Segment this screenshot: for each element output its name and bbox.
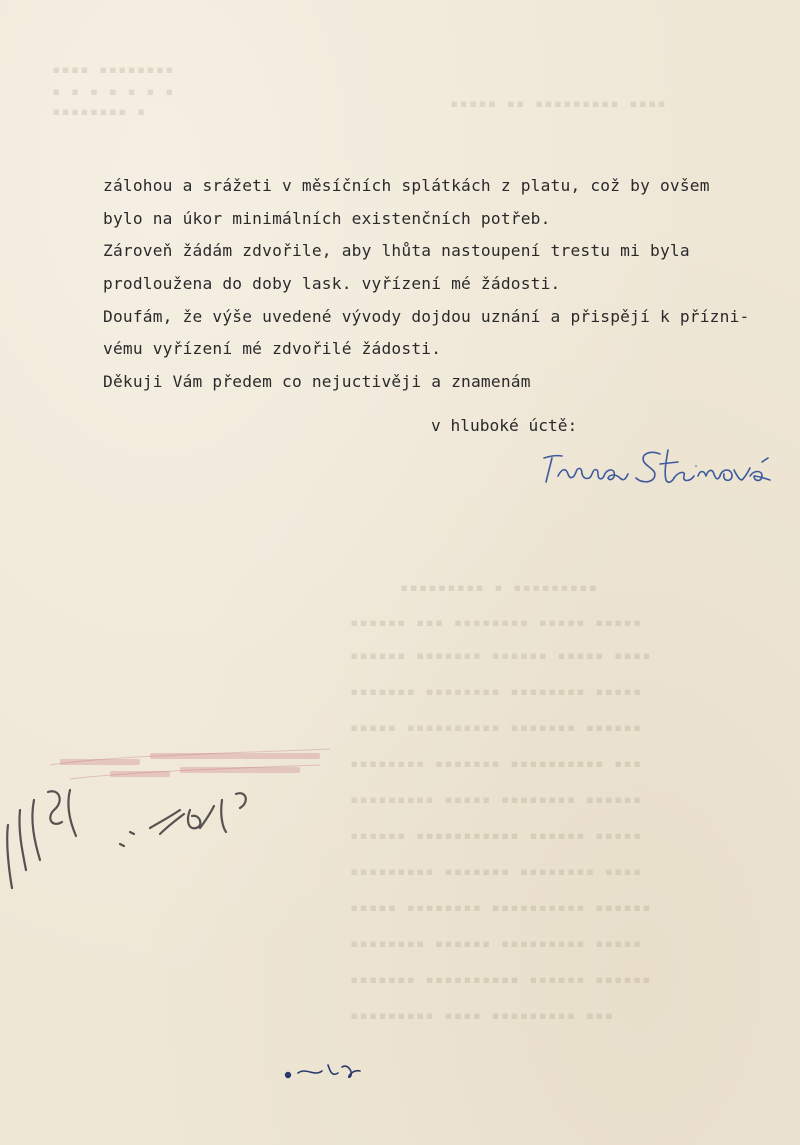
body-line: prodloužena do doby lask. vyřízení mé žádosti. xyxy=(103,274,561,294)
bleed-through-text: ▪ ▪ ▪ ▪ ▪ ▪ ▪ xyxy=(52,84,175,100)
pencil-annotation xyxy=(0,770,260,910)
bleed-through-text: ▪▪▪▪▪ ▪▪▪▪▪▪▪▪▪▪ ▪▪▪▪▪▪▪ ▪▪▪▪▪▪ xyxy=(350,720,643,736)
bleed-through-text: ▪▪▪▪▪▪ ▪▪▪ ▪▪▪▪▪▪▪▪ ▪▪▪▪▪ ▪▪▪▪▪ xyxy=(350,615,643,631)
bleed-through-text: ▪▪▪▪▪▪▪▪▪ ▪▪▪▪ ▪▪▪▪▪▪▪▪▪ ▪▪▪ xyxy=(350,1008,615,1024)
bleed-through-text: ▪▪▪▪▪ ▪▪ ▪▪▪▪▪▪▪▪▪ ▪▪▪▪ xyxy=(450,96,667,112)
bleed-through-text: ▪▪▪▪▪▪▪ ▪▪▪▪▪▪▪▪ ▪▪▪▪▪▪▪▪ ▪▪▪▪▪ xyxy=(350,684,643,700)
body-line: Děkuji Vám předem co nejuctivěji a znamenám xyxy=(103,372,531,392)
bleed-through-text: ▪▪▪▪▪▪ ▪▪▪▪▪▪▪▪▪▪▪ ▪▪▪▪▪▪ ▪▪▪▪▪ xyxy=(350,828,643,844)
body-line: Doufám, že výše uvedené vývody dojdou uznání a přispějí k přízni- xyxy=(103,306,750,326)
bleed-through-text: ▪▪▪▪▪▪▪▪ ▪ xyxy=(52,104,147,120)
body-line: zálohou a srážeti v měsíčních splátkách z platu, což by ovšem xyxy=(103,176,710,195)
bleed-through-text: ▪▪▪▪▪▪▪▪ ▪▪▪▪▪▪▪ ▪▪▪▪▪▪▪▪▪▪ ▪▪▪ xyxy=(350,756,643,772)
body-line: Zároveň žádám zdvořile, aby lhůta nastoupení trestu mi byla xyxy=(103,241,690,261)
ink-mark xyxy=(280,1055,380,1085)
bleed-through-text: ▪▪▪▪▪▪▪▪▪ ▪▪▪▪▪▪▪ ▪▪▪▪▪▪▪▪ ▪▪▪▪ xyxy=(350,864,643,880)
bleed-through-text: ▪▪▪▪▪▪▪▪▪ ▪ ▪▪▪▪▪▪▪▪▪ xyxy=(400,580,599,596)
body-line: vému vyřízení mé zdvořilé žádosti. xyxy=(103,339,442,359)
bleed-through-text: ▪▪▪▪▪▪ ▪▪▪▪▪▪▪ ▪▪▪▪▪▪ ▪▪▪▪▪ ▪▪▪▪ xyxy=(350,648,652,664)
bleed-through-text: ▪▪▪▪ ▪▪▪▪▪▪▪▪ xyxy=(52,62,175,78)
bleed-through-text: ▪▪▪▪▪▪▪▪▪ ▪▪▪▪▪ ▪▪▪▪▪▪▪▪ ▪▪▪▪▪▪ xyxy=(350,792,643,808)
bleed-through-text: ▪▪▪▪▪ ▪▪▪▪▪▪▪▪ ▪▪▪▪▪▪▪▪▪▪ ▪▪▪▪▪▪ xyxy=(350,900,652,916)
bleed-through-text: ▪▪▪▪▪▪▪▪ ▪▪▪▪▪▪ ▪▪▪▪▪▪▪▪▪ ▪▪▪▪▪ xyxy=(350,936,643,952)
closing-salutation: v hluboké úctě: xyxy=(431,416,578,435)
handwritten-signature xyxy=(540,436,800,496)
body-line: bylo na úkor minimálních existenčních potřeb. xyxy=(103,208,551,228)
bleed-through-text: ▪▪▪▪▪▪▪ ▪▪▪▪▪▪▪▪▪▪ ▪▪▪▪▪▪ ▪▪▪▪▪▪ xyxy=(350,972,652,988)
letter-body xyxy=(103,170,793,399)
